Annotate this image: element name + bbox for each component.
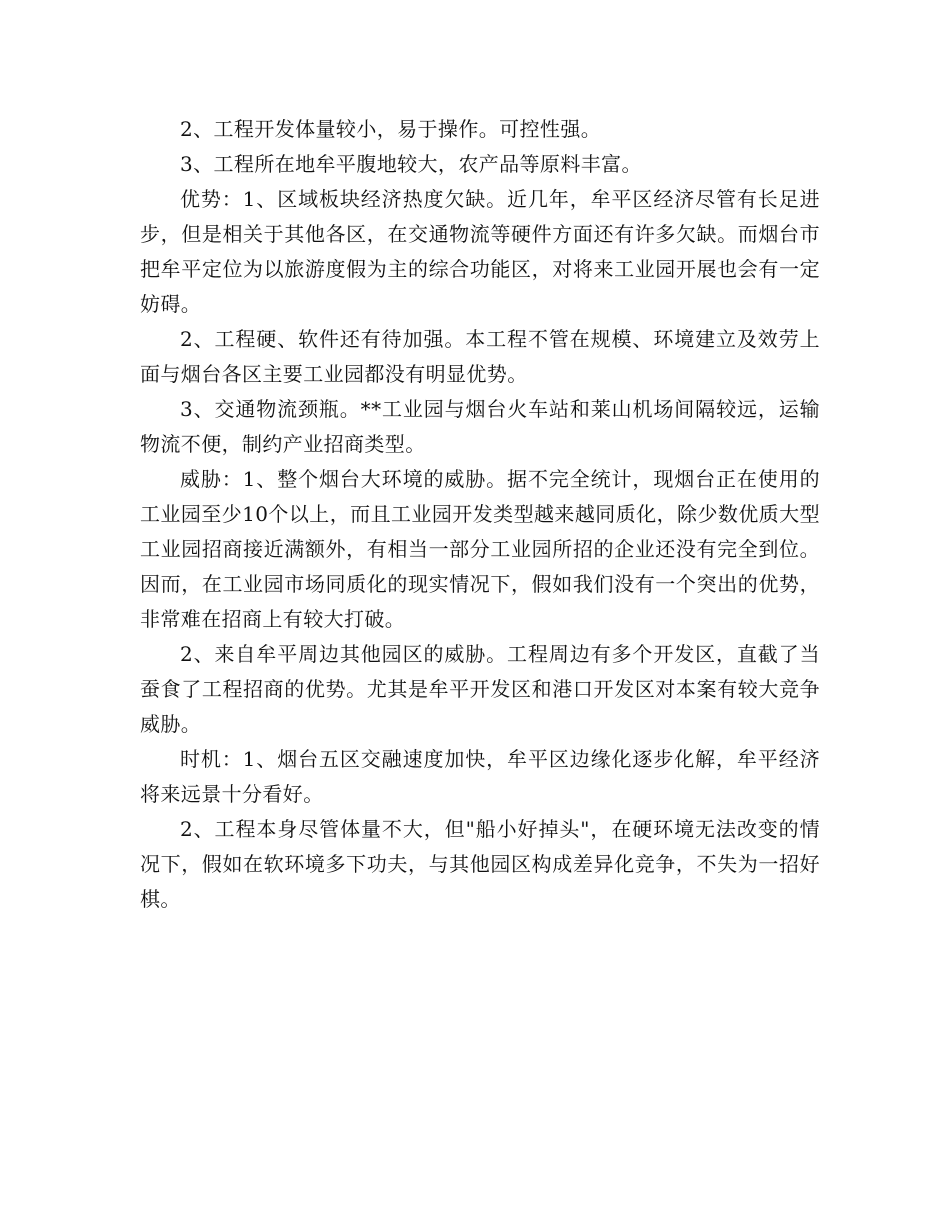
- paragraph-threat-2: 2、来自牟平周边其他园区的威胁。工程周边有多个开发区，直截了当蚕食了工程招商的优势。尤其是牟平开发区和港口开发区对本案有较大竞争威胁。: [140, 642, 820, 736]
- paragraph-weakness-3: 3、交通物流颈瓶。**工业园与烟台火车站和莱山机场间隔较远，运输物流不便，制约产业招商类型。: [140, 397, 820, 456]
- paragraph-opportunity-1: 时机：1、烟台五区交融速度加快，牟平区边缘化逐步化解，牟平经济将来远景十分看好。: [140, 747, 820, 806]
- paragraph-strength-3: 3、工程所在地牟平腹地较大，农产品等原料丰富。: [180, 152, 642, 176]
- paragraph-weakness-1: 优势：1、区域板块经济热度欠缺。近几年，牟平区经济尽管有长足进步，但是相关于其他各区，在交通物流等硬件方面还有许多欠缺。而烟台市把牟平定位为以旅游度假为主的综合功能区，对将来工业园开展也会有一定妨碍。: [140, 187, 820, 316]
- paragraph-weakness-2: 2、工程硬、软件还有待加强。本工程不管在规模、环境建立及效劳上面与烟台各区主要工业园都没有明显优势。: [140, 327, 820, 386]
- document-body: [140, 112, 820, 917]
- paragraph-threat-1: 威胁：1、整个烟台大环境的威胁。据不完全统计，现烟台正在使用的工业园至少10个以上，而且工业园开发类型越来越同质化，除少数优质大型工业园招商接近满额外，有相当一部分工业园所招的企业还没有完全到位。因而，在工业园市场同质化的现实情况下，假如我们没有一个突出的优势，非常难在招商上有较大打破。: [140, 467, 820, 631]
- paragraph-strength-2: 2、工程开发体量较小，易于操作。可控性强。: [180, 117, 602, 141]
- paragraph-opportunity-2: 2、工程本身尽管体量不大，但"船小好掉头"，在硬环境无法改变的情况下，假如在软环境多下功夫，与其他园区构成差异化竞争，不失为一招好棋。: [140, 817, 820, 911]
